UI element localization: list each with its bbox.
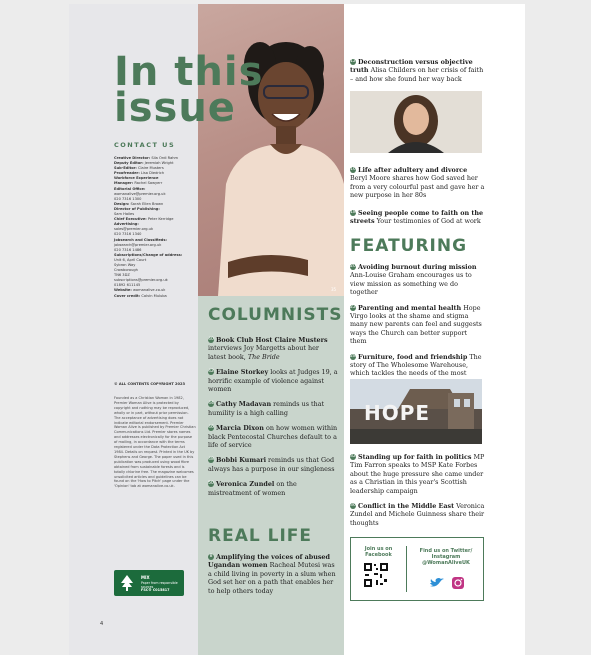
twitter-icon [430, 578, 444, 587]
page-ref-badge: 16 [350, 167, 356, 172]
article-entry[interactable] [350, 453, 485, 495]
article-12[interactable] [350, 58, 485, 83]
article-entry[interactable] [208, 424, 338, 449]
fsc-mix: MIX [141, 575, 150, 580]
social-icons [428, 576, 468, 590]
credit-value: Calvin Muluba [140, 293, 167, 298]
article-headline: Life after adultery and divorce [358, 166, 468, 174]
columnists-heading: COLUMNISTS [208, 305, 343, 325]
article-headline: Parenting and mental health [358, 303, 462, 312]
article-entry[interactable] [208, 368, 338, 393]
article-summary: looks at Judges 19, a horrific example of violence against women [208, 368, 338, 394]
article-entry[interactable] [350, 166, 485, 200]
page-ref-badge: 12 [350, 59, 356, 64]
contact-heading: CONTACT US [114, 141, 176, 149]
portrait-illustration [350, 91, 482, 153]
photo-credit: 35 [331, 287, 337, 292]
columnists-list [208, 336, 338, 504]
page-ref-badge: 50 [208, 481, 214, 487]
article-18[interactable] [350, 209, 485, 226]
article-entry[interactable] [350, 304, 485, 346]
real-life-list [208, 553, 338, 595]
cover-photo [198, 4, 344, 296]
article-headline: Furniture, food and friendship [358, 352, 468, 361]
page-ref-badge: 8 [209, 554, 213, 559]
article-summary: reminds us that humility is a high calling [208, 400, 325, 417]
alisa-photo [350, 91, 482, 153]
credit-value: jobsearch@premier.org.uk [114, 242, 162, 247]
magazine-page [69, 4, 525, 655]
article-headline: Elaine Storkey [216, 368, 269, 377]
twitter-instagram-text[interactable] [409, 548, 483, 566]
article-entry[interactable] [350, 502, 485, 527]
credit-value: womanalive@premier.org.uk [114, 191, 166, 196]
article-headline: Deconstruction versus objective truth [350, 58, 473, 75]
credit-label: Design: [114, 201, 130, 206]
article-summary: Your testimonies of God at work [374, 217, 481, 226]
credit-value: Sarah Ellen Brown [129, 201, 164, 206]
credit-label: Creative Director: [114, 156, 151, 160]
credit-value: womanalive.co.uk [131, 288, 166, 293]
page-ref-badge: 36 [350, 503, 356, 509]
credit-label: Workforce Experience [114, 176, 159, 181]
article-entry[interactable] [208, 336, 338, 361]
social-divider [406, 546, 407, 592]
page-ref-badge: 28 [350, 353, 356, 359]
social-handle: @WomanAliveUK [422, 560, 470, 566]
featuring-list-a [350, 263, 485, 393]
article-entry[interactable] [208, 480, 338, 497]
book-title: The Bride [247, 352, 280, 361]
credit-value: 01892 611145 [114, 283, 141, 288]
page-number: 4 [100, 621, 104, 627]
article-summary: MP Tim Farron speaks to MSP Kate Forbes about the huge pressure she came under as a Christian in this year's Scottish leadership campaign [350, 453, 485, 495]
article-entry[interactable] [208, 456, 338, 473]
article-headline: Book Club Host Claire Musters [216, 336, 328, 344]
article-entry[interactable] [350, 209, 485, 226]
credit-value: Unit 6, April Court [114, 257, 147, 262]
article-headline: Standing up for faith in politics [358, 453, 472, 461]
article-headline: Bobbi Kumari [216, 456, 267, 465]
article-summary: Beryl Moore shares how God saved her from a very colourful past and gave her a new purpose in her 80s [350, 174, 485, 200]
article-summary: Veronica Zundel and Michele Guinness share their thoughts [350, 502, 485, 527]
article-summary: reminds us that God always has a purpose in our singleness [208, 456, 335, 473]
article-summary: The story of The Wholesome Warehouse, which tackles the needs of the most [350, 352, 482, 378]
article-summary: on how women within black Pentecostal Churches default to a life of service [208, 424, 338, 450]
fsc-sources: Paper from responsible sources [141, 581, 178, 589]
credit-value: Jeremiah Wright [143, 161, 174, 166]
credit-value: TN6 3DZ [114, 273, 130, 278]
instagram-icon [452, 577, 464, 589]
credit-label: Chief Executive: [114, 217, 147, 222]
article-headline: Marcia Dixon [216, 424, 264, 433]
credit-value: Sam Hailes [114, 212, 135, 217]
portrait-illustration [198, 4, 344, 296]
featuring-list-b [350, 453, 485, 534]
credit-label: Jobsearch and Classifieds: [114, 237, 167, 242]
page-title [114, 49, 264, 131]
credit-value: subscriptions@premier.org.uk [114, 278, 168, 283]
article-summary: Racheal Mutesi was a child living in poverty in a slum when God set her on a path that enables her to help others today [208, 561, 336, 595]
article-headline: Veronica Zundel [216, 480, 275, 489]
page-ref-badge: 18 [350, 210, 356, 215]
article-summary: Alisa Childers on her crisis of faith – and how she found her way back [350, 66, 484, 83]
article-headline: Cathy Madavan [216, 400, 272, 409]
page-ref-badge: 20 [350, 264, 356, 269]
credit-value: Sybron Way [114, 262, 136, 267]
fsc-code: FSC® C015817 [141, 588, 170, 592]
credit-label: Website: [114, 288, 132, 293]
article-summary: Ann-Louise Graham encourages us to view mission as something we do together [350, 271, 472, 297]
title-line-1: In this [114, 49, 264, 95]
copyright-notice: © ALL CONTENTS COPYRIGHT 2023 [114, 382, 186, 386]
credit-label: Manager: [114, 181, 134, 186]
credit-label: Subscriptions/Change of address: [114, 252, 183, 257]
credit-label: Advertising: [114, 222, 139, 227]
article-summary: interviews Joy Margetts about her latest book, [208, 344, 319, 361]
article-entry[interactable] [208, 553, 338, 595]
article-headline: Avoiding burnout during mission [358, 263, 477, 271]
article-summary: Hope Virgo looks at the shame and stigma many new parents can feel and suggests ways the Church can better support them [350, 303, 482, 346]
credit-label: Sub-Editor: [114, 166, 137, 171]
credit-value: 020 7316 1300 [114, 196, 142, 201]
tree-icon [119, 574, 135, 592]
credit-value: Claire Musters [136, 166, 164, 171]
social-box [350, 537, 484, 601]
credit-label: Deputy Editor: [114, 161, 144, 166]
page-ref-badge: 48 [208, 457, 214, 463]
article-headline: Seeing people come to faith on the streets [350, 209, 484, 226]
real-life-heading: REAL LIFE [208, 526, 312, 546]
credit-value: 020 7316 1340 [114, 232, 142, 237]
page-ref-badge: 32 [350, 454, 356, 459]
credit-value: 020 7316 1486 [114, 247, 142, 252]
credit-value: Crowborough [114, 268, 138, 273]
article-headline: Amplifying the voices of abused Ugandan women [208, 553, 330, 570]
title-line-2: issue [114, 85, 236, 131]
find-us-label: Find us on Twitter/ Instagram [419, 548, 473, 560]
hope-sign-text: HOPE [364, 401, 431, 425]
page-ref-badge: 40 [208, 337, 214, 342]
page-ref-badge: 46 [208, 425, 214, 431]
credit-value: sales@premier.org.uk [114, 227, 154, 232]
credit-value: Lisa Diedrich [139, 171, 165, 176]
contact-credits [114, 156, 196, 299]
qr-code-icon[interactable] [363, 562, 389, 588]
article-entry[interactable] [350, 263, 485, 297]
featuring-heading: FEATURING [350, 236, 468, 256]
page-ref-badge: 44 [208, 401, 214, 407]
article-headline: Conflict in the Middle East [358, 502, 455, 511]
credit-label: Director of Publishing: [114, 206, 160, 211]
page-ref-badge: 42 [208, 369, 214, 375]
credit-value: Sila Ordi Rahm [150, 156, 179, 160]
article-entry[interactable] [208, 400, 338, 417]
facebook-join-text[interactable]: Join us on Facebook [364, 546, 393, 558]
credit-label: Proofreader: [114, 171, 140, 176]
fsc-logo [114, 570, 184, 596]
article-entry[interactable] [350, 58, 485, 83]
credit-value: Rachel Sawyerr [133, 181, 163, 186]
article-summary: on the mistreatment of women [208, 480, 297, 497]
article-16[interactable] [350, 166, 485, 200]
page-ref-badge: 22 [350, 304, 356, 310]
credit-line [114, 294, 196, 299]
credit-label: Cover credit: [114, 293, 141, 298]
credit-label: Editorial Office: [114, 186, 146, 191]
credit-value: Peter Kerridge [146, 217, 174, 222]
legal-text: Founded as a Christian Woman in 1982, Premier Woman Alive is protected by copyright and nothing may be reproduced, wholly or in part, without prior permission. The acceptance of advertising does not indicate editorial endorsement. Premier Woman Alive is published by Premier Christian Communications Ltd. Premier stores names and addresses electronically for the purpose of mailing, in accordance with the terms registered under the Data Protection Act 1984. Details on request. Printed in the UK by Stephens and George. The paper used in this publication was produced using wood fibre obtained from sustainable forests and is totally chlorine free. The magazine welcomes unsolicited articles and guidelines can be found on the 'How to Pitch' page under the 'Opinion' tab at womanalive.co.uk. [114, 396, 196, 489]
hope-sign-photo [350, 379, 482, 444]
